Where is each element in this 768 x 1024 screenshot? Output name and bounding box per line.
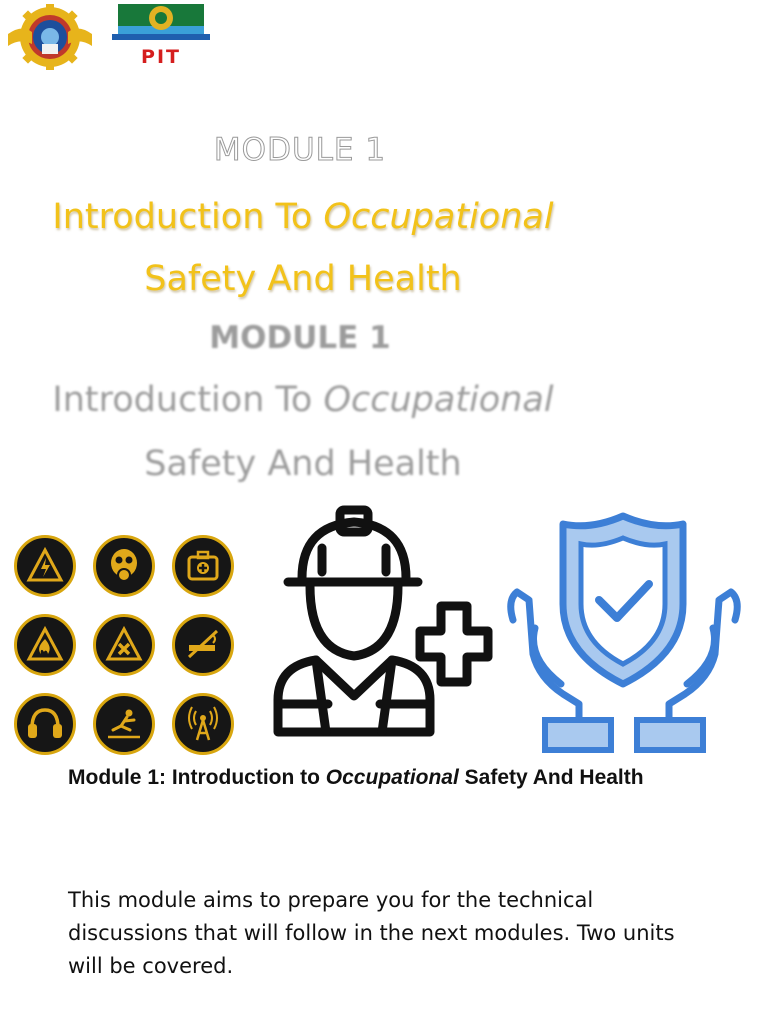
gas-mask-icon xyxy=(93,535,155,597)
echo-module-title xyxy=(0,368,606,496)
echo-module-heading: MODULE 1 xyxy=(209,320,391,356)
echo-title-line2: Safety And Health xyxy=(144,444,462,484)
slip-hazard-icon xyxy=(93,693,155,755)
module-heading: MODULE 1 xyxy=(213,132,387,168)
module-title-italic: Occupational xyxy=(323,197,554,237)
caption-suffix: Safety And Health xyxy=(458,766,644,789)
pit-logo xyxy=(112,4,210,68)
hands-shield-check-icon xyxy=(505,508,745,756)
pit-logo-text: PIT xyxy=(141,46,181,68)
module-title xyxy=(0,186,606,310)
electrical-hazard-icon xyxy=(14,535,76,597)
toxic-hazard-icon xyxy=(93,614,155,676)
no-smoking-icon xyxy=(172,614,234,676)
caption-italic: Occupational xyxy=(325,766,459,789)
module-title-prefix: Introduction To xyxy=(52,197,324,237)
module-caption xyxy=(68,763,708,793)
fire-hazard-icon xyxy=(14,614,76,676)
school-seal-logo xyxy=(2,4,98,70)
radio-tower-icon xyxy=(172,693,234,755)
ear-protection-icon xyxy=(14,693,76,755)
module-description: This module aims to prepare you for the technical discussions that will follow in the next modules. Two units will be covered. xyxy=(68,888,675,978)
medical-cross-icon xyxy=(414,600,494,688)
first-aid-icon xyxy=(172,535,234,597)
echo-title-italic: Occupational xyxy=(323,380,554,420)
caption-prefix: Module 1: Introduction to xyxy=(68,766,326,789)
module-title-line2: Safety And Health xyxy=(144,259,462,299)
echo-title-prefix: Introduction To xyxy=(52,380,324,420)
